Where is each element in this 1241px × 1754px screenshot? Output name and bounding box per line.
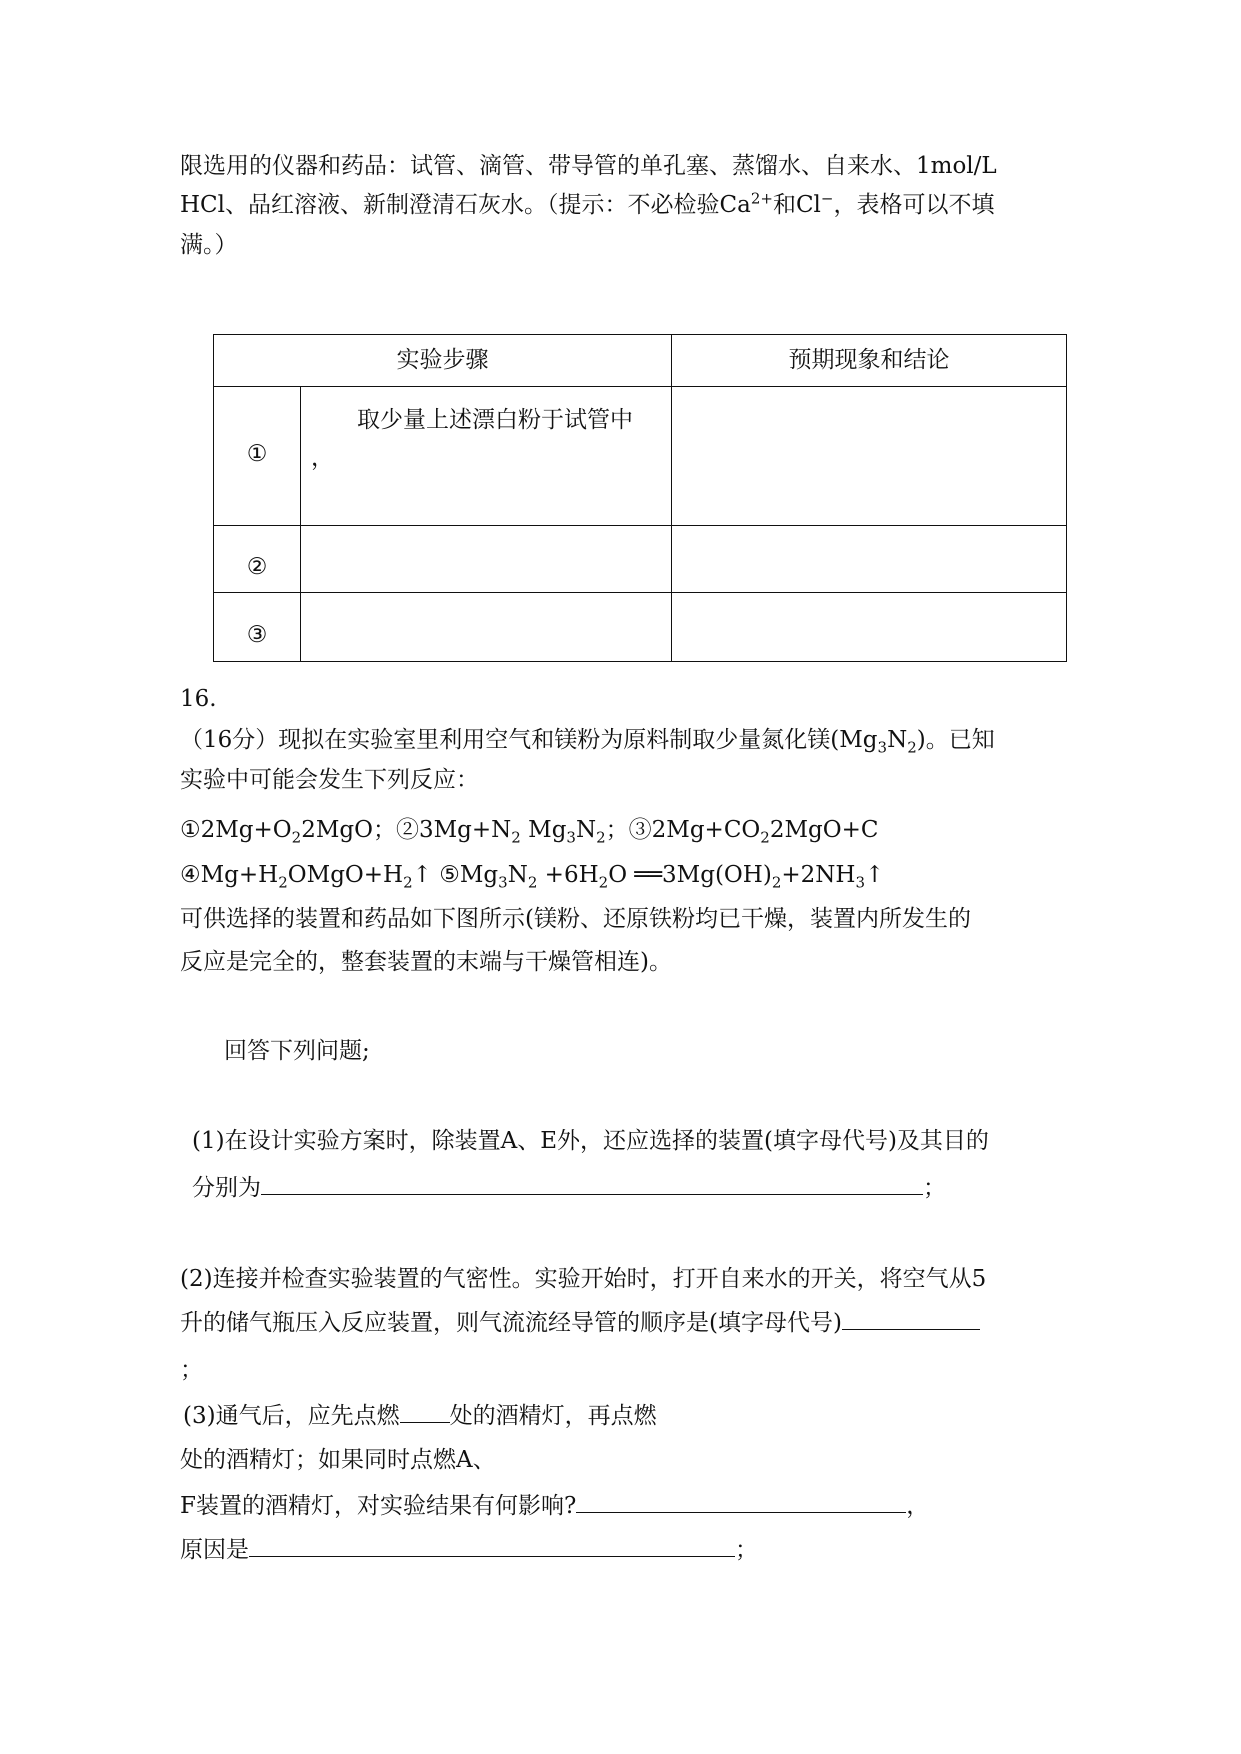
reaction-line-2: $④Mg+H_2OMgO+H_2↑$ $⑤Mg_3N_2 +6H_2O$ $══3Mg(OH)_2+2NH_3↑$ [180, 862, 885, 892]
part3-line-2: 处的酒精灯；如果同时点燃A、 [180, 1447, 496, 1473]
q16-line-1: （16分）现拟在实验室里利用空气和镁粉为原料制取少量氮化镁$(Mg_3N_2)$。已知 [180, 727, 995, 757]
q16-line-2: 实验中可能会发生下列反应： [180, 767, 479, 793]
answer-blank[interactable] [576, 1490, 906, 1513]
answer-blank[interactable] [400, 1400, 450, 1423]
part2-line-1: (2)连接并检查实验装置的气密性。实验开始时，打开自来水的开关，将空气从5 [180, 1266, 987, 1292]
header-steps: 实验步骤 [214, 335, 672, 387]
experiment-table [213, 334, 1067, 662]
reaction-line-1: $①2Mg+O_22MgO$；$②3Mg+N_2$ $Mg_3N_2$；$③2Mg+CO_22MgO+C$ [180, 817, 879, 847]
answer-prompt: 回答下列问题; [224, 1038, 370, 1064]
header-results: 预期现象和结论 [672, 335, 1067, 387]
intro-line-3: 满。） [180, 232, 238, 258]
part2-line-2: 升的储气瓶压入反应装置，则气流流经导管的顺序是(填字母代号) [180, 1307, 980, 1338]
part3-line-3: F装置的酒精灯，对实验结果有何影响? ， [180, 1490, 929, 1521]
part1-line-1: (1)在设计实验方案时，除装置A、E外，还应选择的装置(填字母代号)及其目的 [192, 1128, 989, 1154]
answer-blank[interactable] [249, 1534, 735, 1557]
part1-line-2: 分别为 ； [192, 1172, 946, 1203]
step-cell[interactable] [301, 387, 672, 526]
row-number: ③ [246, 622, 268, 648]
table-row [214, 526, 1067, 593]
part3-line-1: (3)通气后，应先点燃 处的酒精灯，再点燃 [183, 1400, 657, 1431]
row-number-cell [214, 387, 301, 526]
step-comma: ， [311, 445, 334, 471]
table-row [214, 387, 1067, 526]
result-cell[interactable] [672, 387, 1067, 526]
intro-line-2: HCl、品红溶液、新制澄清石灰水。（提示：不必检验$Ca^{2+}$和Cl−，表格可以不填 [180, 189, 995, 218]
table-row [214, 593, 1067, 662]
answer-blank[interactable] [842, 1307, 980, 1330]
result-cell[interactable] [672, 593, 1067, 662]
q16-line-6: 反应是完全的，整套装置的末端与干燥管相连)。 [180, 949, 672, 975]
row-number: ① [246, 441, 268, 467]
step-text: 取少量上述漂白粉于试管中 [357, 407, 633, 433]
row-number-cell [214, 593, 301, 662]
row-number: ② [246, 554, 268, 580]
part2-line-3: ； [180, 1357, 203, 1383]
step-cell[interactable] [301, 593, 672, 662]
part3-line-4: 原因是 ； [180, 1534, 758, 1565]
question-number: 16. [180, 686, 217, 712]
q16-line-5: 可供选择的装置和药品如下图所示(镁粉、还原铁粉均已干燥，装置内所发生的 [180, 906, 971, 932]
answer-blank[interactable] [261, 1172, 923, 1195]
step-cell[interactable] [301, 526, 672, 593]
intro-line-1: 限选用的仪器和药品：试管、滴管、带导管的单孔塞、蒸馏水、自来水、1mol/L [180, 153, 997, 179]
result-cell[interactable] [672, 526, 1067, 593]
row-number-cell [214, 526, 301, 593]
